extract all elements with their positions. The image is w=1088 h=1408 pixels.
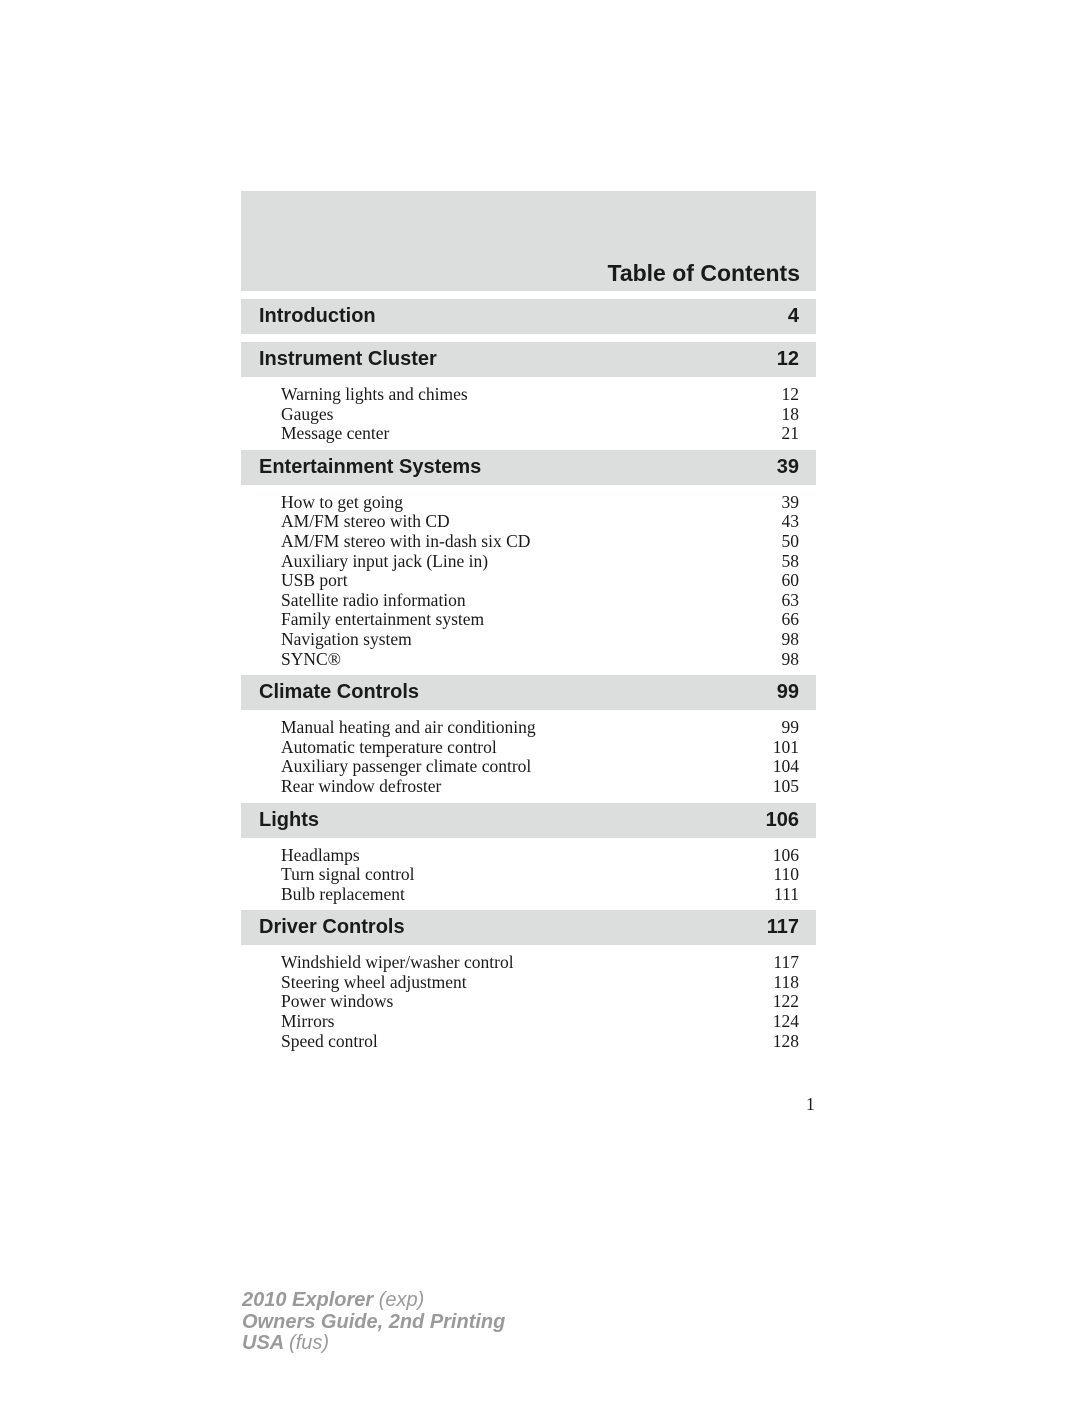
toc-entry[interactable] — [281, 552, 799, 572]
footer-model: 2010 Explorer — [242, 1289, 374, 1311]
toc-entry-page: 110 — [773, 864, 799, 885]
toc-section-header[interactable] — [241, 803, 816, 838]
footer-line-2: Owners Guide, 2nd Printing — [242, 1310, 506, 1333]
toc-entry[interactable] — [281, 1012, 799, 1032]
footer-market-code: (fus) — [289, 1332, 330, 1354]
page-title: Table of Contents — [607, 260, 800, 286]
toc-section-page: 99 — [776, 681, 799, 704]
toc-entry[interactable] — [281, 738, 799, 758]
toc-entry-page: 105 — [772, 775, 799, 796]
toc-item-list — [241, 838, 816, 911]
toc-entry[interactable] — [281, 718, 799, 738]
toc-entry-page: 21 — [781, 423, 799, 444]
toc-entry-label: Rear window defroster — [281, 775, 442, 796]
toc-entry[interactable] — [281, 992, 799, 1012]
toc-section-page: 117 — [766, 916, 799, 939]
toc-entry-page: 12 — [781, 384, 799, 404]
toc-entry[interactable] — [281, 512, 799, 532]
footer-line-1 — [242, 1290, 505, 1312]
toc-entry-page: 104 — [772, 756, 799, 777]
toc-entry-page: 63 — [781, 589, 799, 610]
toc-entry-label: AM/FM stereo with CD — [281, 511, 450, 532]
footer-model-code: (exp) — [378, 1289, 425, 1311]
toc-entry-label: Turn signal control — [281, 864, 415, 885]
toc-entry[interactable] — [281, 591, 799, 611]
toc-entry[interactable] — [281, 571, 799, 591]
toc-entry-page: 58 — [781, 550, 799, 571]
toc-entry[interactable] — [281, 973, 799, 993]
toc-entry-page: 99 — [781, 717, 799, 738]
toc-entry-page: 98 — [781, 628, 799, 649]
toc-item-list — [241, 377, 816, 450]
toc-entry[interactable] — [281, 405, 799, 425]
toc-entry-label: Family entertainment system — [281, 609, 485, 630]
title-band — [241, 191, 816, 291]
toc-entry[interactable] — [281, 630, 799, 650]
toc-entry-label: Power windows — [281, 991, 394, 1012]
toc-entry-page: 98 — [781, 648, 799, 669]
toc-entry-label: Message center — [281, 423, 390, 444]
toc-entry-page: 106 — [772, 844, 799, 865]
toc-entry[interactable] — [281, 650, 799, 670]
toc-item-list — [241, 710, 816, 802]
toc-entry[interactable] — [281, 493, 799, 513]
toc-entry-label: Automatic temperature control — [281, 736, 497, 757]
toc-entry-label: Warning lights and chimes — [281, 384, 468, 404]
toc-entry-page: 124 — [772, 1011, 799, 1032]
toc-entry-label: How to get going — [281, 491, 404, 512]
toc-entry-label: Navigation system — [281, 628, 412, 649]
toc-entry[interactable] — [281, 610, 799, 630]
footer — [242, 1290, 505, 1355]
toc-entry[interactable] — [281, 777, 799, 797]
toc-section-title: Introduction — [259, 305, 376, 327]
toc-section-page: 106 — [765, 808, 799, 831]
toc-entry-label: USB port — [281, 570, 348, 591]
toc-item-list — [241, 485, 816, 675]
toc-entry-page: 101 — [772, 736, 799, 757]
toc-entry-label: Mirrors — [281, 1011, 335, 1032]
toc-section-page: 4 — [787, 305, 799, 327]
toc-entry[interactable] — [281, 424, 799, 444]
toc-section-header[interactable] — [241, 910, 816, 945]
toc-entry-label: Speed control — [281, 1030, 378, 1051]
toc-entry-page: 117 — [773, 952, 799, 973]
toc-entry-label: Manual heating and air conditioning — [281, 717, 536, 738]
toc-entry-page: 18 — [781, 403, 799, 424]
toc-entry-label: Windshield wiper/washer control — [281, 952, 514, 973]
toc-entry-label: Bulb replacement — [281, 883, 405, 904]
toc-entry[interactable] — [281, 885, 799, 905]
toc-section-title: Climate Controls — [259, 681, 420, 704]
toc-section-header[interactable] — [241, 299, 816, 334]
toc-section-header[interactable] — [241, 342, 816, 377]
toc-entry-page: 66 — [781, 609, 799, 630]
toc-entry[interactable] — [281, 1032, 799, 1052]
toc-section-title: Driver Controls — [259, 916, 405, 939]
page-number: 1 — [806, 1094, 815, 1114]
toc-entry[interactable] — [281, 532, 799, 552]
toc-entry-page: 60 — [781, 570, 799, 591]
toc-section-header[interactable] — [241, 450, 816, 485]
toc-list — [241, 299, 816, 1057]
toc-entry-page: 50 — [781, 530, 799, 551]
toc-section-page: 39 — [776, 455, 799, 478]
toc-entry-page: 118 — [773, 971, 799, 992]
toc-entry-label: Auxiliary input jack (Line in) — [281, 550, 489, 571]
toc-entry-page: 111 — [774, 883, 799, 904]
toc-entry-label: SYNC® — [281, 648, 341, 669]
toc-item-list — [241, 334, 816, 342]
toc-entry-label: Headlamps — [281, 844, 360, 865]
toc-entry[interactable] — [281, 865, 799, 885]
footer-market: USA — [242, 1332, 284, 1354]
toc-section-title: Entertainment Systems — [259, 455, 482, 478]
toc-entry-page: 128 — [772, 1030, 799, 1051]
toc-entry-label: Satellite radio information — [281, 589, 466, 610]
toc-entry-label: Gauges — [281, 403, 334, 424]
toc-entry[interactable] — [281, 846, 799, 866]
toc-item-list — [241, 945, 816, 1057]
toc-entry[interactable] — [281, 385, 799, 405]
toc-section-header[interactable] — [241, 675, 816, 710]
toc-entry[interactable] — [281, 757, 799, 777]
footer-line-3 — [242, 1333, 505, 1355]
toc-entry-label: Steering wheel adjustment — [281, 971, 467, 992]
toc-section-title: Lights — [259, 808, 319, 831]
toc-entry[interactable] — [281, 953, 799, 973]
toc-entry-page: 43 — [781, 511, 799, 532]
toc-entry-page: 122 — [772, 991, 799, 1012]
toc-section-title: Instrument Cluster — [259, 348, 437, 370]
toc-section-page: 12 — [776, 348, 799, 370]
toc-entry-page: 39 — [781, 491, 799, 512]
toc-entry-label: Auxiliary passenger climate control — [281, 756, 532, 777]
toc-entry-label: AM/FM stereo with in-dash six CD — [281, 530, 531, 551]
